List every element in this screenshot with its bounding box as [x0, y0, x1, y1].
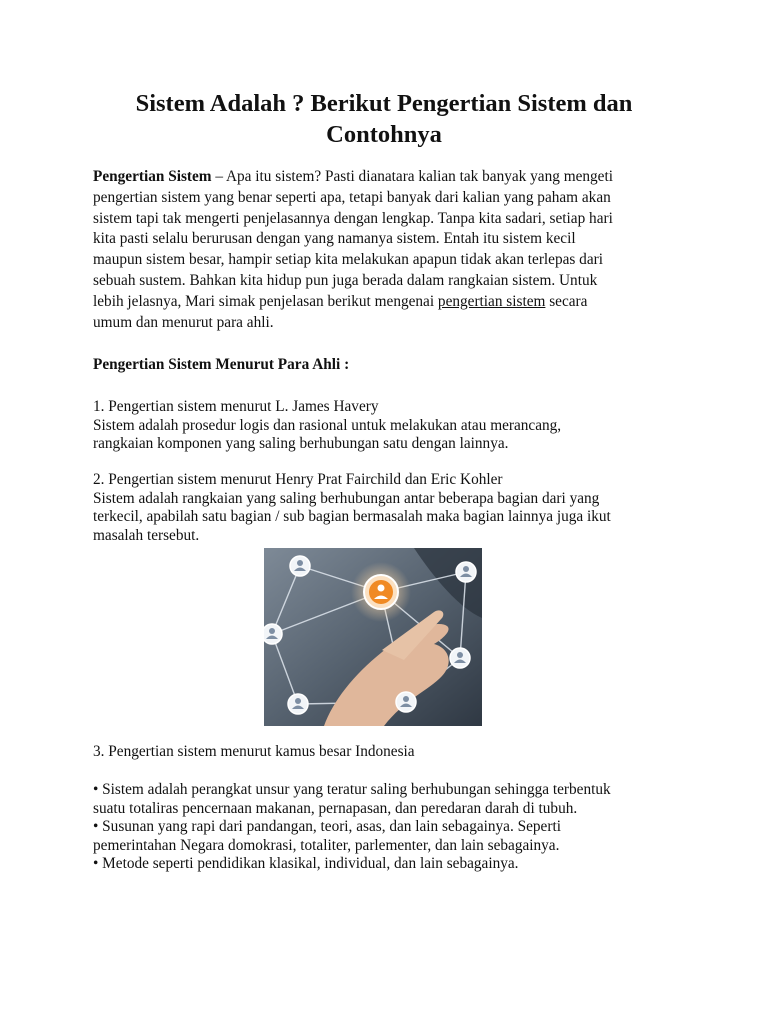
item-3-heading: 3. Pengertian sistem menurut kamus besar Indonesia [93, 743, 415, 760]
item-2-line-3: masalah tersebut. [93, 526, 200, 544]
intro-paragraph [93, 167, 683, 333]
intro-line-7-post: secara [545, 292, 588, 310]
intro-line-3: sistem tapi tak mengerti penjelasannya dengan lengkap. Tanpa kita sadari, setiap hari [93, 209, 613, 227]
intro-line-5: maupun sistem besar, hampir setiap kita melakukan apapun tidak akan terlepas dari [93, 251, 603, 269]
bullet-2-line-2: pemerintahan Negara domokrasi, totaliter, parlementer, dan lain sebagainya. [93, 836, 560, 854]
item-1-heading: 1. Pengertian sistem menurut L. James Havery [93, 398, 379, 415]
intro-line-8: umum dan menurut para ahli. [93, 313, 274, 331]
intro-term: Pengertian Sistem [93, 168, 212, 185]
item-3 [93, 743, 683, 762]
network-touch-image [264, 548, 482, 726]
item-2 [93, 471, 683, 545]
intro-line-7-pre: lebih jelasnya, Mari simak penjelasan berikut mengenai [93, 292, 438, 310]
item-2-line-1: Sistem adalah rangkaian yang saling berhubungan antar beberapa bagian dari yang [93, 489, 600, 507]
intro-line-1: – Apa itu sistem? Pasti dianatara kalian tak banyak yang mengeti [211, 168, 613, 185]
intro-line-4: kita pasti selalu berurusan dengan yang namanya sistem. Entah itu sistem kecil [93, 230, 576, 248]
bullet-1-line-2: suatu totaliras pencernaan makanan, pernapasan, dan peredaran darah di tubuh. [93, 799, 578, 817]
section-heading-para-ahli: Pengertian Sistem Menurut Para Ahli : [93, 356, 350, 373]
network-people-touch-icon [264, 548, 482, 726]
intro-line-6: sebuah sustem. Bahkan kita hidup pun juga berada dalam rangkaian sistem. Untuk [93, 271, 598, 289]
bullet-2-line-1: • Susunan yang rapi dari pandangan, teori, asas, dan lain sebagainya. Seperti [93, 818, 561, 835]
document-title [60, 88, 708, 150]
item-1 [93, 398, 683, 454]
pengertian-sistem-link[interactable]: pengertian sistem [437, 292, 546, 310]
item-3-bullets [93, 781, 683, 874]
item-2-line-2: terkecil, apabilah satu bagian / sub bagian bermasalah maka bagian lainnya juga ikut [93, 508, 611, 525]
title-line-2: Contohnya [326, 121, 442, 148]
bullet-3-line-1: • Metode seperti pendidikan klasikal, individual, dan lain sebagainya. [93, 855, 519, 872]
bullet-1-line-1: • Sistem adalah perangkat unsur yang teratur saling berhubungan sehingga terbentuk [93, 781, 611, 798]
title-line-1: Sistem Adalah ? Berikut Pengertian Sistem dan [135, 90, 633, 117]
item-2-heading: 2. Pengertian sistem menurut Henry Prat Fairchild dan Eric Kohler [93, 471, 503, 488]
item-1-line-2: rangkaian komponen yang saling berhubungan satu dengan lainnya. [93, 435, 509, 452]
item-1-line-1: Sistem adalah prosedur logis dan rasional untuk melakukan atau merancang, [93, 416, 562, 434]
intro-line-2: pengertian sistem yang benar seperti apa, tetapi banyak dari kalian yang paham akan [93, 188, 611, 206]
